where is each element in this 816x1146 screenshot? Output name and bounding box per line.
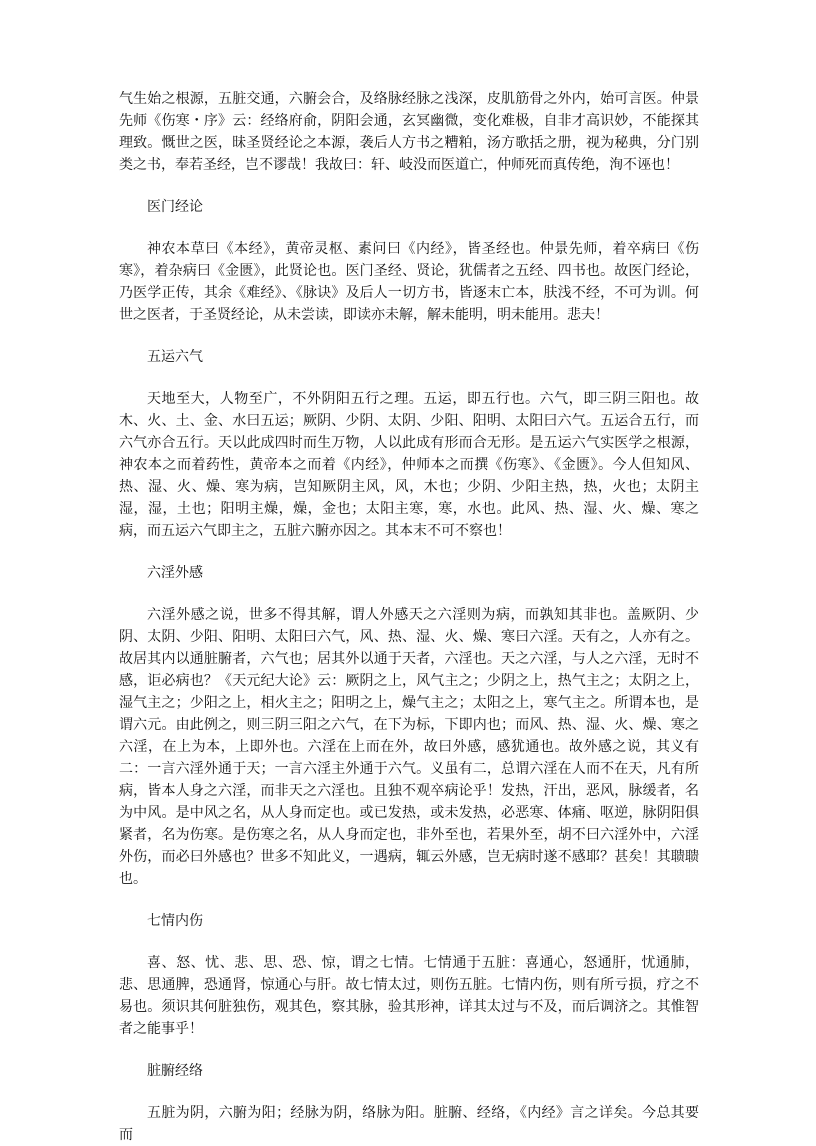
section-paragraph-qiqing-neishang: 喜、怒、忧、悲、思、恐、惊，谓之七情。七情通于五脏：喜通心，怒通肝，忧通肺，悲、思通脾，恐通肾，惊通心与肝。故七情太过，则伤五脏。七情内伤，则有所亏损，疗之不易也。须识其何脏独伤，观其色，察其脉，验其形神，详其太过与不及，而后调济之。其惟智者之能事乎！ xyxy=(119,955,699,1037)
section-heading-zangfu-jingluo: 脏腑经络 xyxy=(147,1063,203,1079)
section-paragraph-zangfu-jingluo: 五脏为阴，六腑为阳；经脉为阴，络脉为阳。脏腑、经络，《内经》言之详矣。今总其要而 xyxy=(119,1105,699,1143)
section-heading-wuyun-liuqi: 五运六气 xyxy=(147,349,203,365)
section-paragraph-wuyun-liuqi: 天地至大，人物至广，不外阴阳五行之理。五运，即五行也。六气，即三阴三阳也。故木、火、土、金、水曰五运；厥阴、少阴、太阴、少阳、阳明、太阳曰六气。五运合五行，而六气亦合五行。天以此成四时而生万物，人以此成有形而合无形。是五运六气实医学之根源，神农本之而着药性，黄帝本之而着《内经》，仲师本之而撰《伤寒》、《金匮》。今人但知风、热、湿、火、燥、寒为病，岂知厥阴主风，风，木也；少阴、少阳主热，热，火也；太阴主湿，湿，土也；阳明主燥，燥，金也；太阳主寒，寒，水也。此风、热、湿、火、燥、寒之病，而五运六气即主之，五脏六腑亦因之。其本末不可不察也！ xyxy=(119,391,699,539)
document-page xyxy=(119,88,699,1146)
section-paragraph-liuyin-waigan: 六淫外感之说，世多不得其解，谓人外感天之六淫则为病，而孰知其非也。盖厥阴、少阴、太阴、少阳、阳明、太阳曰六气，风、热、湿、火、燥、寒曰六淫。天有之，人亦有之。故居其内以通脏腑者，六气也；居其外以通于天者，六淫也。天之六淫，与人之六淫，无时不感，讵必病也？《天元纪大论》云：厥阴之上，风气主之；少阴之上，热气主之；太阴之上，湿气主之；少阳之上，相火主之；阳明之上，燥气主之；太阳之上，寒气主之。所谓本也，是谓六元。由此例之，则三阴三阳之六气，在下为标，下即内也；而风、热、湿、火、燥、寒之六淫，在上为本，上即外也。六淫在上而在外，故曰外感，感犹通也。故外感之说，其义有二：一言六淫外通于天；一言六淫主外通于六气。义虽有二，总谓六淫在人而不在天，凡有所病，皆本人身之六淫，而非天之六淫也。且独不观卒病论乎！发热，汗出，恶风，脉缓者，名为中风。是中风之名，从人身而定也。或已发热，或未发热，必恶寒、体痛、呕逆，脉阴阳俱紧者，名为伤寒。是伤寒之名，从人身而定也，非外至也，若果外至，胡不曰六淫外中，六淫外伤，而必曰外感也？世多不知此义，一遇病，辄云外感，岂无病时遂不感耶？甚矣！其聩聩也。 xyxy=(119,607,699,887)
section-paragraph-yimen-jinglun: 神农本草曰《本经》，黄帝灵枢、素问曰《内经》，皆圣经也。仲景先师，着卒病曰《伤寒》，着杂病曰《金匮》，此贤论也。医门圣经、贤论，犹儒者之五经、四书也。故医门经论，乃医学正传，其余《难经》、《脉诀》及后人一切方书，皆逐末亡本，肤浅不经，不可为训。何世之医者，于圣贤经论，从未尝读，即读亦未解，解未能明，明未能用。悲夫！ xyxy=(119,241,699,323)
section-heading-yimen-jinglun: 医门经论 xyxy=(147,199,203,215)
intro-paragraph: 气生始之根源，五脏交通，六腑会合，及络脉经脉之浅深，皮肌筋骨之外内，始可言医。仲景先师《伤寒・序》云：经络府俞，阴阳会通，玄冥幽微，变化难极，自非才高识妙，不能探其理致。慨世之医，昧圣贤经论之本源，袭后人方书之糟粕，汤方歌括之册，视为秘典，分门别类之书，奉若圣经，岂不谬哉！我故曰：轩、岐没而医道亡，仲师死而真传绝，洵不诬也！ xyxy=(119,91,699,173)
section-heading-liuyin-waigan: 六淫外感 xyxy=(147,565,203,581)
section-heading-qiqing-neishang: 七情内伤 xyxy=(147,913,203,929)
